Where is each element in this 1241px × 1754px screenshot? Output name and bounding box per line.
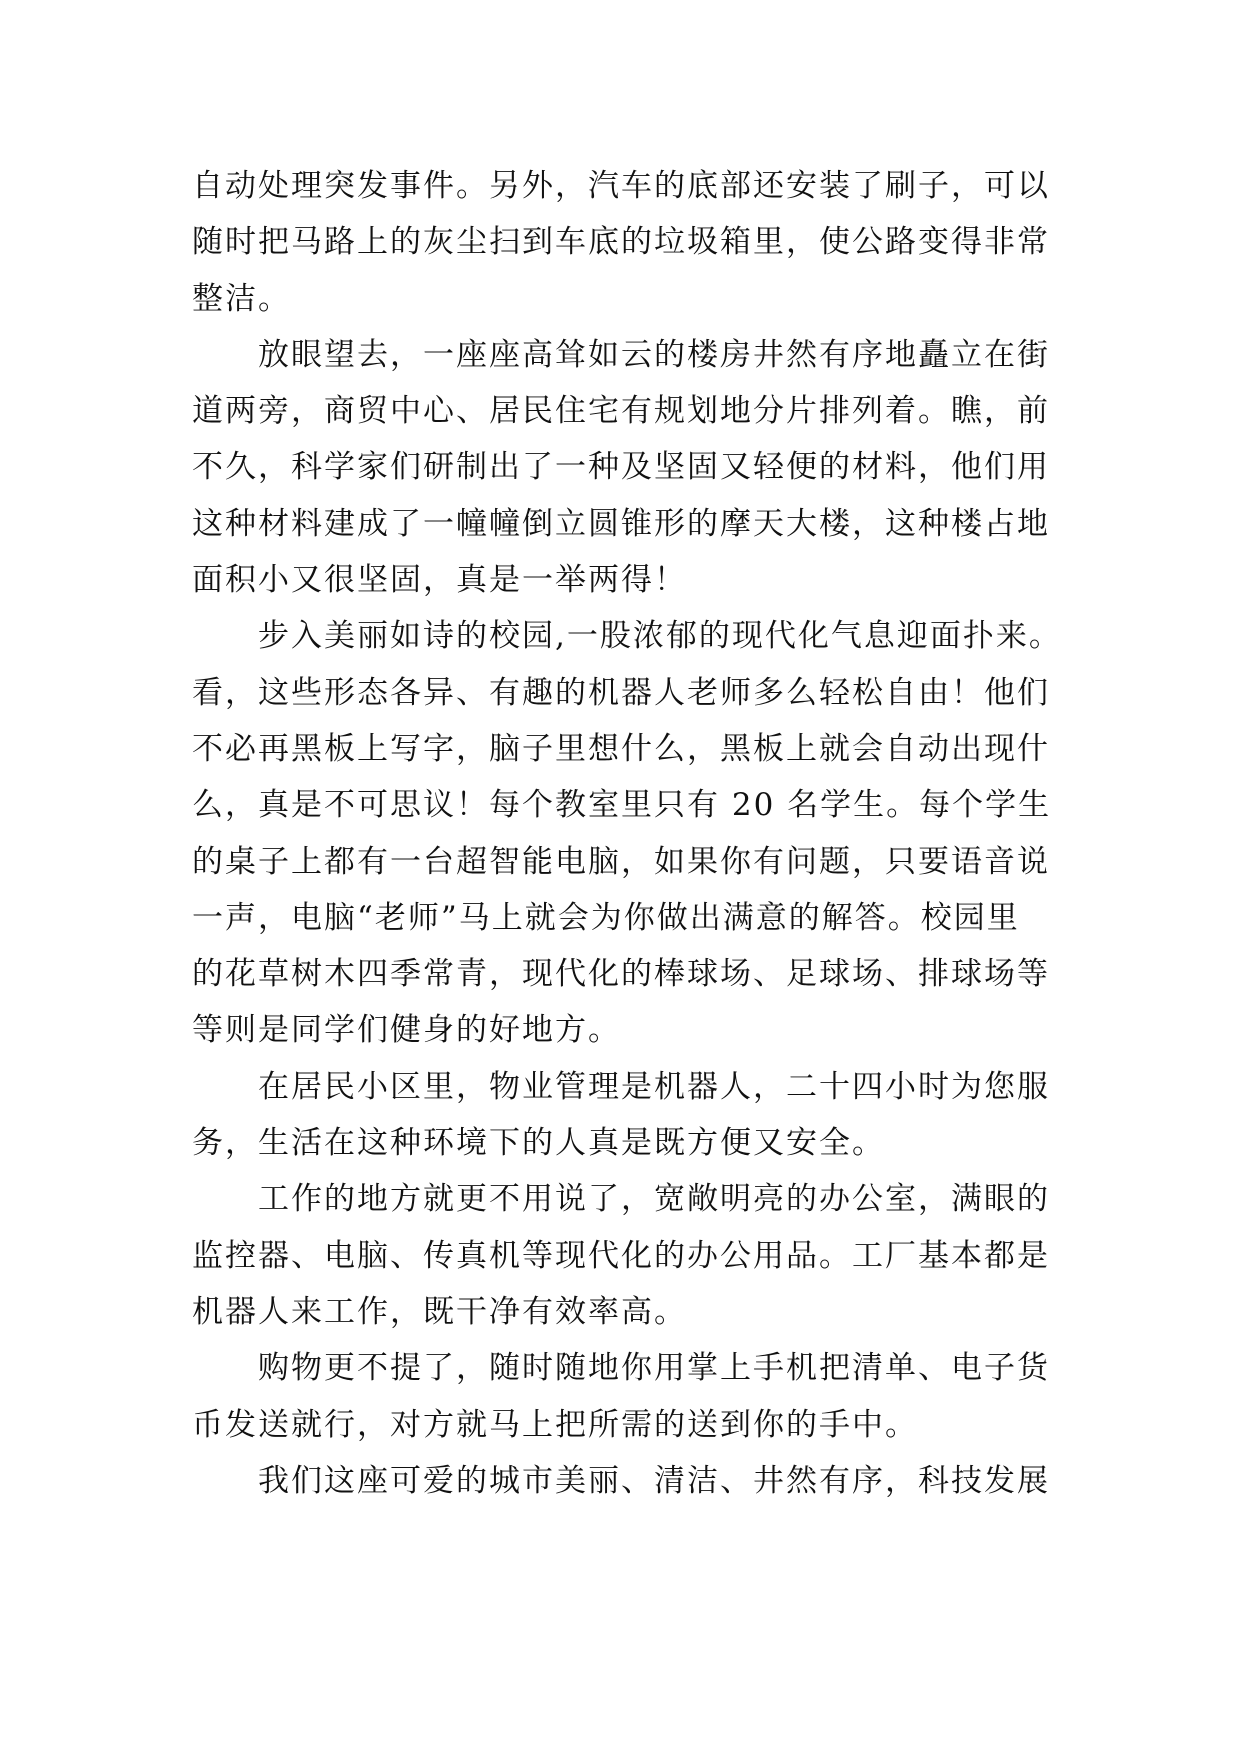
text-line: 道两旁，商贸中心、居民住宅有规划地分片排列着。瞧，前 (192, 393, 1050, 430)
text-line: 放眼望去，一座座高耸如云的楼房井然有序地矗立在街 (192, 336, 1050, 373)
text-line: 等则是同学们健身的好地方。 (192, 1012, 621, 1049)
text-line: 务，生活在这种环境下的人真是既方便又安全。 (192, 1125, 885, 1162)
text-line: 不必再黑板上写字，脑子里想什么，黑板上就会自动出现什 (192, 730, 1050, 767)
text-line: 么，真是不可思议！每个教室里只有 20 名学生。每个学生 (192, 787, 1052, 824)
text-line: 看，这些形态各异、有趣的机器人老师多么轻松自由！他们 (192, 674, 1050, 711)
text-line: 的花草树木四季常青，现代化的棒球场、足球场、排球场等 (192, 956, 1050, 993)
text-line: 自动处理突发事件。另外，汽车的底部还安装了刷子，可以 (192, 168, 1050, 204)
document-body (192, 158, 1072, 1509)
text-line: 面积小又很坚固，真是一举两得！ (192, 562, 687, 599)
text-line: 在居民小区里，物业管理是机器人，二十四小时为您服 (192, 1068, 1050, 1105)
text-line: 工作的地方就更不用说了，宽敞明亮的办公室，满眼的 (192, 1181, 1050, 1218)
text-line: 一声，电脑“老师”马上就会为你做出满意的解答。校园里 (192, 899, 1020, 936)
text-line: 的桌子上都有一台超智能电脑，如果你有问题，只要语音说 (192, 843, 1050, 880)
text-line: 步入美丽如诗的校园,一股浓郁的现代化气息迎面扑来。 (192, 618, 1062, 655)
text-line: 随时把马路上的灰尘扫到车底的垃圾箱里，使公路变得非常 (192, 224, 1050, 261)
text-line: 不久，科学家们研制出了一种及坚固又轻便的材料，他们用 (192, 449, 1050, 486)
text-line: 币发送就行，对方就马上把所需的送到你的手中。 (192, 1406, 918, 1443)
text-line: 我们这座可爱的城市美丽、清洁、井然有序，科技发展 (192, 1462, 1050, 1499)
text-line: 购物更不提了，随时随地你用掌上手机把清单、电子货 (192, 1350, 1050, 1387)
text-line: 这种材料建成了一幢幢倒立圆锥形的摩天大楼，这种楼占地 (192, 505, 1050, 542)
text-line: 整洁。 (192, 280, 291, 317)
text-line: 机器人来工作，既干净有效率高。 (192, 1293, 687, 1330)
text-line: 监控器、电脑、传真机等现代化的办公用品。工厂基本都是 (192, 1237, 1050, 1274)
